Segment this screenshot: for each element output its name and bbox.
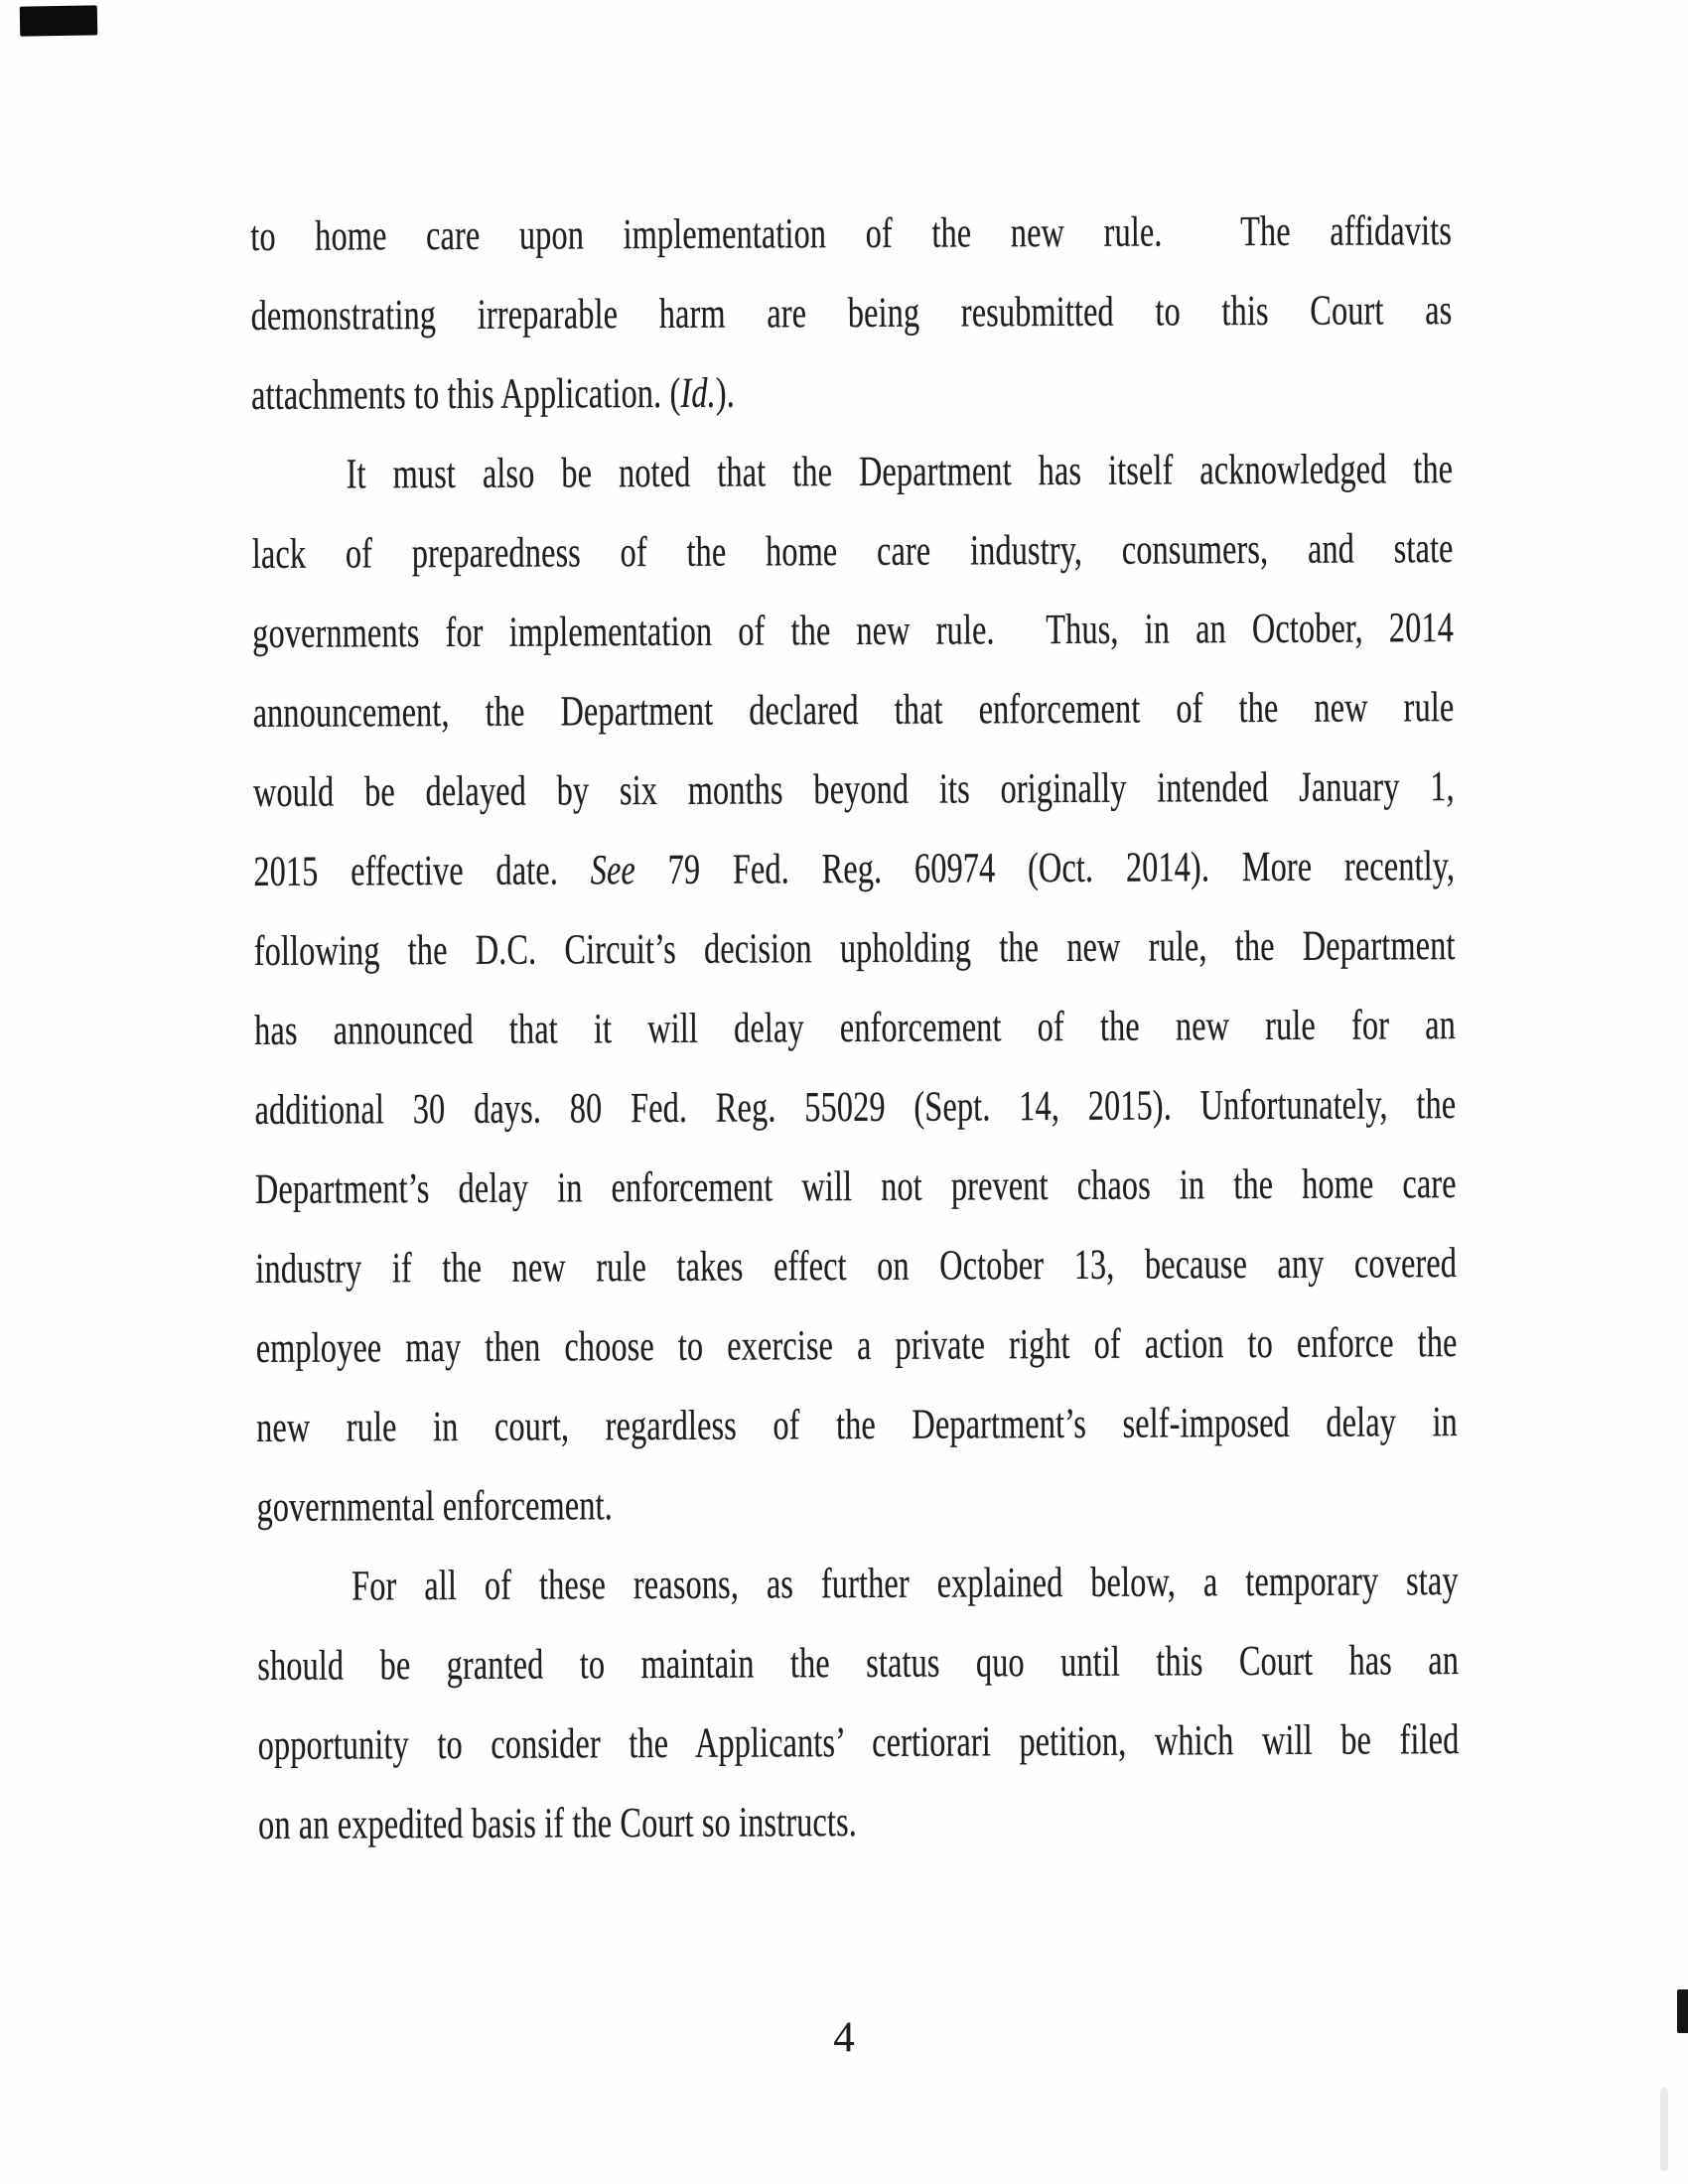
text-line bbox=[250, 271, 1452, 356]
body-text: should be granted to maintain the status quo until this Court has an bbox=[257, 1637, 1460, 1690]
text-line bbox=[256, 1383, 1458, 1468]
text-line bbox=[255, 1145, 1457, 1230]
body-text: would be delayed by six months beyond its originally intended January 1, bbox=[252, 763, 1455, 817]
text-line bbox=[256, 1303, 1458, 1389]
body-text: additional 30 days. 80 Fed. Reg. 55029 (Sept. 14, 2015). Unfortunately, the bbox=[254, 1081, 1457, 1134]
citation-italic-text: Id. bbox=[680, 369, 716, 417]
text-line bbox=[251, 430, 1453, 515]
text-block bbox=[250, 192, 1460, 1865]
text-line bbox=[256, 1462, 1458, 1548]
body-text: on an expedited basis if the Court so instructs. bbox=[257, 1799, 858, 1848]
body-text: 79 Fed. Reg. 60974 (Oct. 2014). More recently, bbox=[634, 843, 1456, 894]
citation-italic-text: See bbox=[590, 847, 636, 894]
text-line bbox=[253, 748, 1455, 833]
text-line bbox=[253, 827, 1455, 912]
text-line bbox=[252, 589, 1454, 674]
body-text: announcement, the Department declared that enforcement of the new rule bbox=[252, 684, 1455, 738]
body-text: following the D.C. Circuit’s decision upholding the new rule, the Department bbox=[253, 922, 1456, 976]
body-text: attachments to this Application. ( bbox=[250, 369, 681, 420]
body-text: For all of these reasons, as further explained below, a temporary stay bbox=[352, 1558, 1459, 1610]
scan-artifact-right-edge-faint bbox=[1660, 2088, 1668, 2171]
text-line bbox=[252, 509, 1454, 595]
body-text: ). bbox=[715, 369, 736, 417]
body-text: new rule in court, regardless of the Department’s self-imposed delay in bbox=[256, 1399, 1458, 1451]
text-line bbox=[254, 906, 1456, 992]
body-text: governments for implementation of the new rule. Thus, in an October, 2014 bbox=[252, 605, 1455, 658]
text-line bbox=[254, 1065, 1456, 1151]
body-text: industry if the new rule takes effect on October 13, because any covered bbox=[255, 1240, 1458, 1293]
body-text: Department’s delay in enforcement will not prevent chaos in the home care bbox=[254, 1160, 1457, 1213]
body-text: to home care upon implementation of the new rule. The affidavits bbox=[250, 207, 1453, 261]
text-line bbox=[258, 1780, 1460, 1865]
body-text: opportunity to consider the Applicants’ certiorari petition, which will be filed bbox=[257, 1716, 1460, 1769]
text-line bbox=[258, 1701, 1460, 1786]
text-line bbox=[252, 668, 1454, 753]
body-text: lack of preparedness of the home care industry, consumers, and state bbox=[251, 525, 1454, 579]
body-text: governmental enforcement. bbox=[256, 1482, 613, 1531]
text-line bbox=[250, 192, 1452, 277]
body-text: employee may then choose to exercise a private right of action to enforce the bbox=[255, 1319, 1458, 1372]
text-line bbox=[255, 1224, 1457, 1309]
scan-artifact-top-left bbox=[20, 5, 98, 36]
text-line bbox=[254, 986, 1456, 1071]
text-line bbox=[257, 1542, 1459, 1627]
scan-artifact-right-edge-dark bbox=[1677, 1989, 1688, 2033]
page-number: 4 bbox=[833, 2014, 855, 2061]
body-text: 2015 effective date. bbox=[253, 847, 591, 896]
body-text: has announced that it will delay enforcement of the new rule for an bbox=[254, 1002, 1457, 1054]
body-text: It must also be noted that the Department has itself acknowledged the bbox=[346, 446, 1454, 498]
text-line bbox=[251, 350, 1453, 436]
body-text: demonstrating irreparable harm are being resubmitted to this Court as bbox=[250, 287, 1453, 341]
text-line bbox=[257, 1621, 1459, 1706]
